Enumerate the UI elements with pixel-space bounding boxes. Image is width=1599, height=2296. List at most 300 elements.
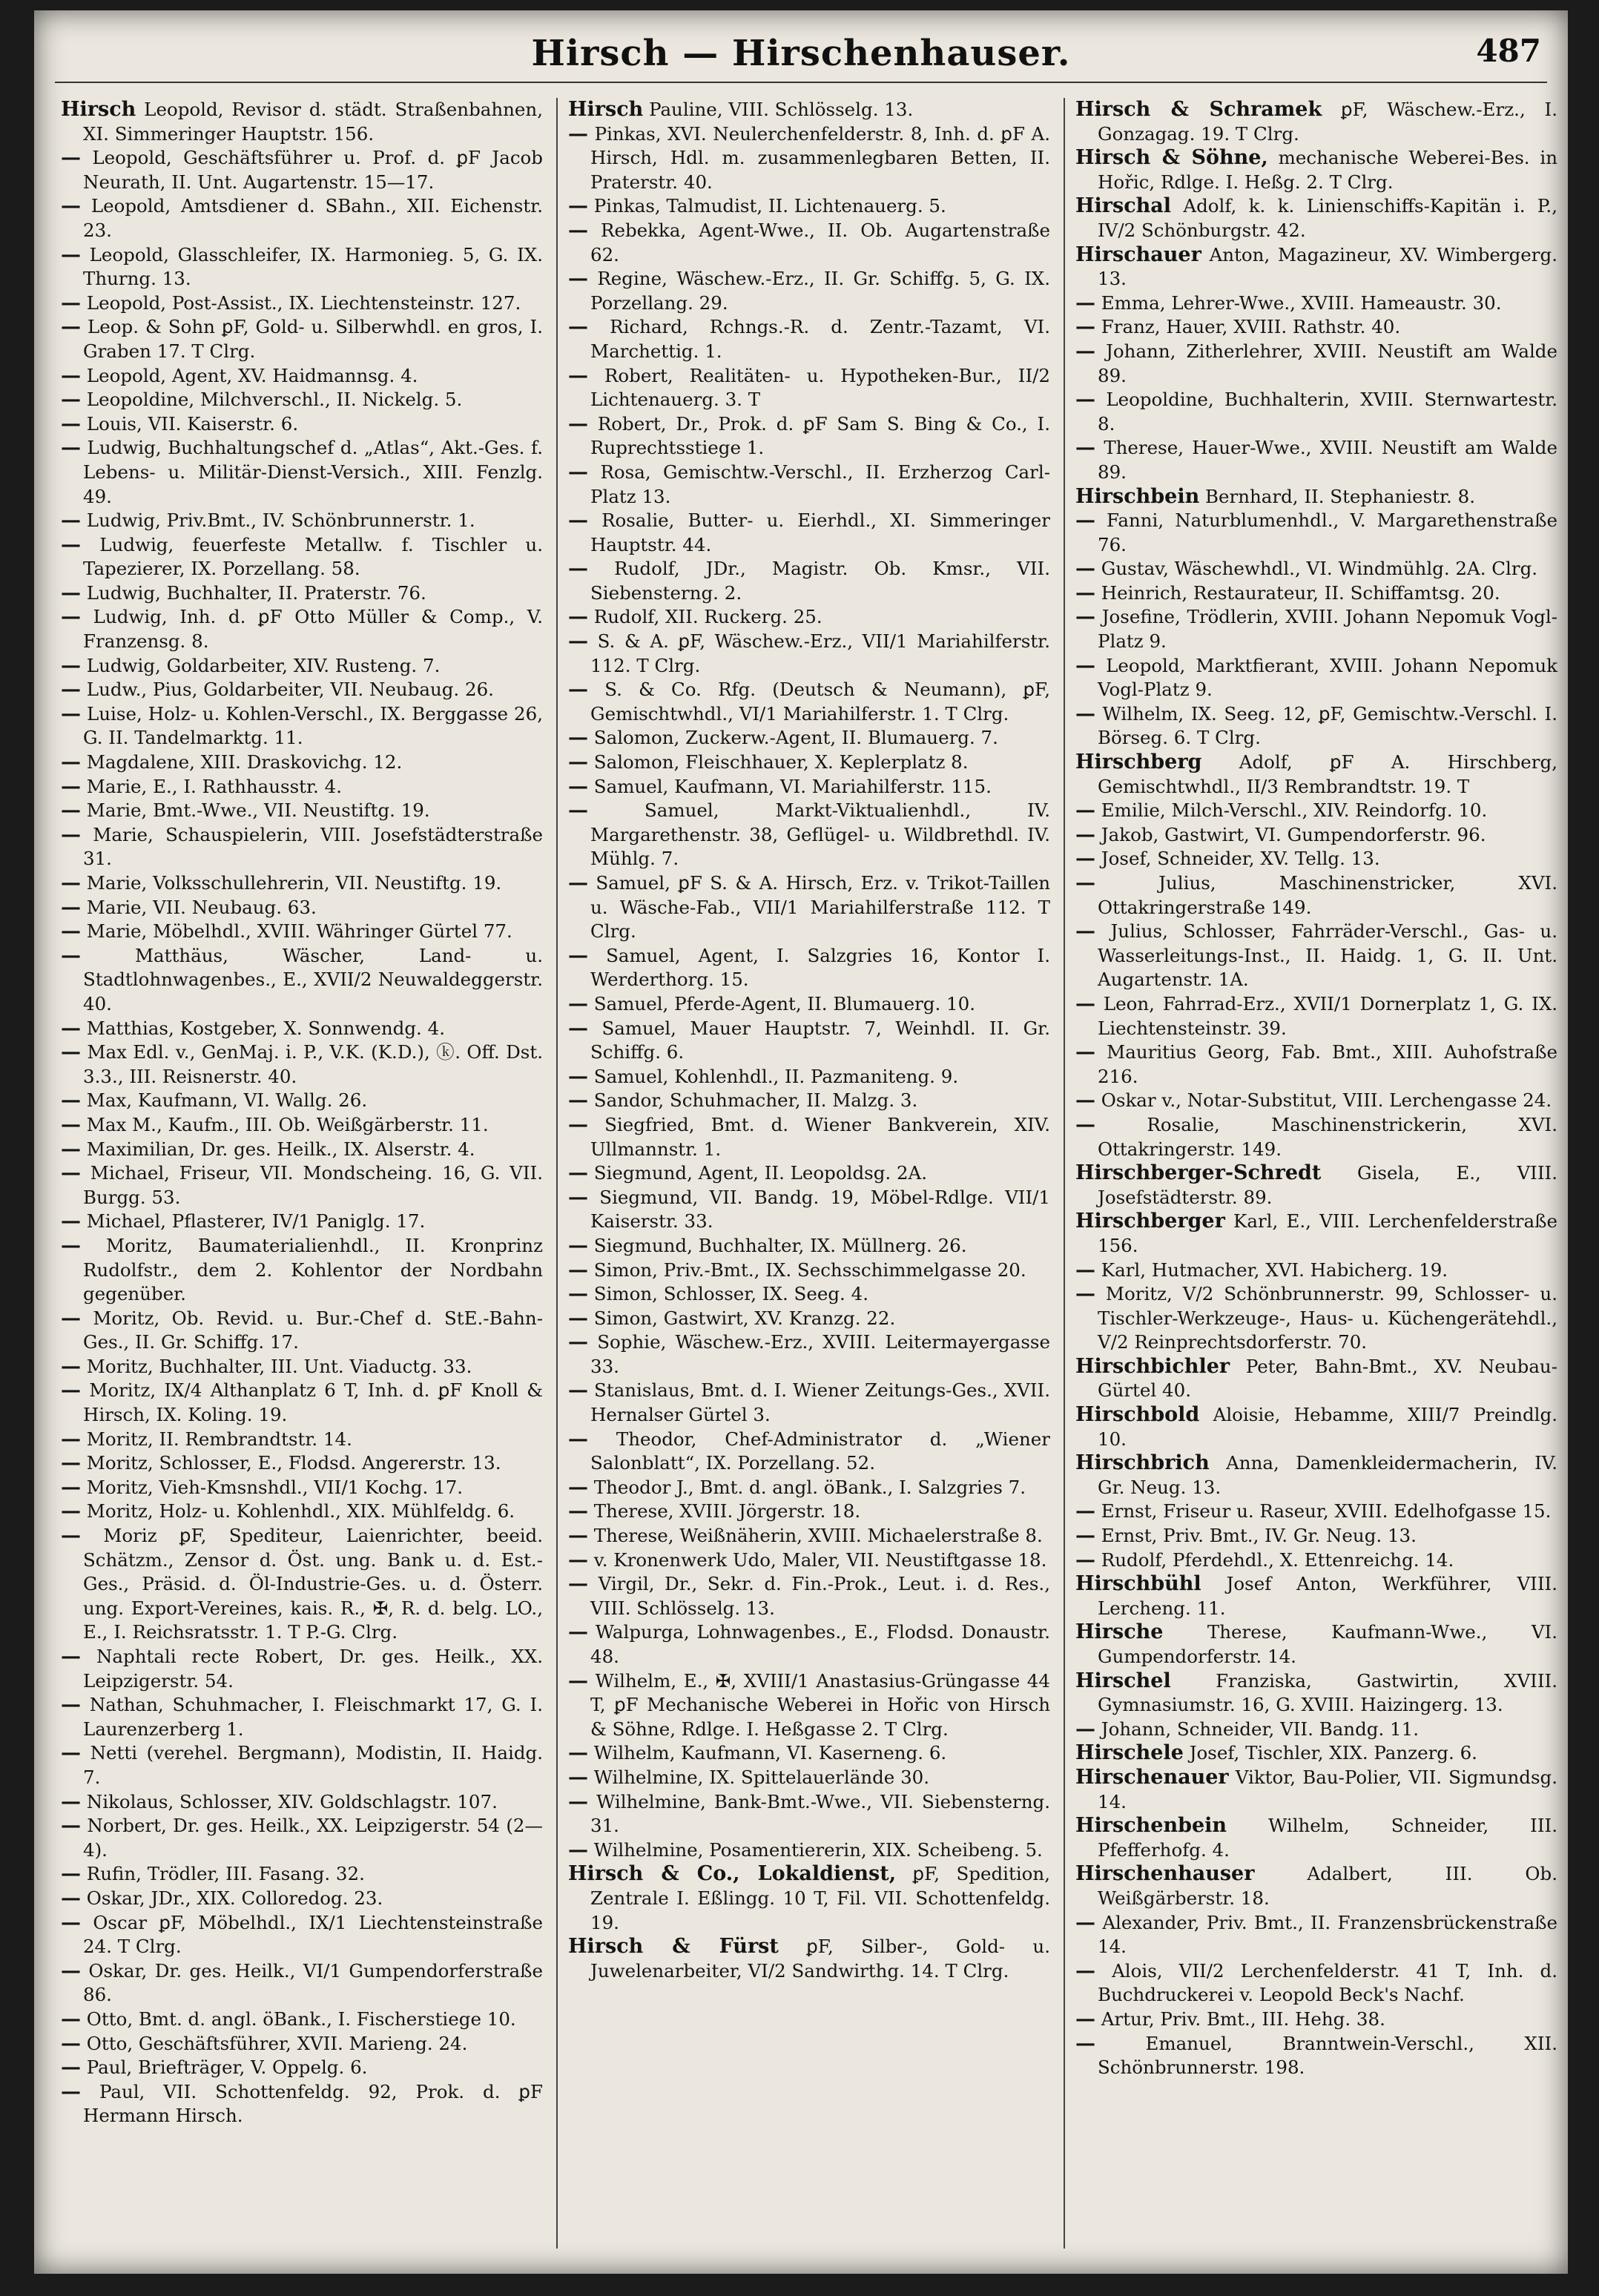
entry-dash: — — [1075, 605, 1095, 629]
entry-dash: — — [1075, 1282, 1095, 1306]
directory-entry — [61, 1645, 543, 1693]
entry-surname: Hirsche — [1075, 1620, 1164, 1644]
entry-details: Michael, Pflasterer, IV/1 Paniglg. 17. — [86, 1210, 426, 1233]
entry-details: Salomon, Fleischhauer, X. Keplerplatz 8. — [593, 751, 969, 773]
entry-details: Rufin, Trödler, III. Fasang. 32. — [86, 1863, 365, 1885]
directory-entry — [61, 605, 543, 653]
directory-entry — [568, 1766, 1050, 1790]
entry-surname: Hirschbühl — [1075, 1572, 1201, 1596]
entry-details: Adolf, k. k. Linienschiffs-Kapitän i. P., IV/2 Schönburgstr. 42. — [1098, 195, 1557, 241]
directory-entry — [1075, 751, 1557, 799]
entry-dash: — — [61, 388, 81, 412]
directory-entry — [1075, 98, 1557, 146]
entry-dash: — — [1075, 1910, 1095, 1934]
entry-dash: — — [568, 1838, 588, 1861]
directory-entry — [568, 557, 1050, 605]
entry-details: Jakob, Gastwirt, VI. Gumpendorferstr. 96. — [1101, 823, 1486, 845]
directory-entry — [61, 1911, 543, 1959]
entry-dash: — — [61, 895, 81, 919]
entry-dash: — — [61, 509, 81, 532]
entry-dash: — — [568, 943, 588, 967]
entry-details: Theodor, Chef-Administrator d. „Wiener Salonblatt“, IX. Porzellang. 52. — [590, 1428, 1050, 1474]
entry-dash: — — [568, 218, 588, 242]
entry-surname: Hirschberger — [1075, 1210, 1225, 1233]
directory-entry — [568, 1838, 1050, 1863]
entry-details: Wilhelm, Schneider, III. Pfefferhofg. 4. — [1098, 1815, 1558, 1861]
entry-details: Therese, XVIII. Jörgerstr. 18. — [593, 1500, 861, 1523]
entry-dash: — — [568, 1789, 588, 1813]
column-2 — [568, 98, 1050, 1983]
entry-details: Rosa, Gemischtw.-Verschl., II. Erzherzog Carl-Platz 13. — [590, 461, 1050, 507]
directory-entry — [568, 1330, 1050, 1379]
entry-surname: Hirschbold — [1075, 1403, 1200, 1427]
entry-details: Leopold, Glasschleifer, IX. Harmonieg. 5, G. IX. Thurng. 13. — [83, 243, 543, 290]
directory-entry — [61, 702, 543, 751]
directory-entry — [61, 2056, 543, 2080]
entry-details: Wilhelmine, Bank-Bmt.-Wwe., VII. Siebensterng. 31. — [590, 1790, 1050, 1837]
entry-details: Marie, E., I. Rathhausstr. 4. — [86, 775, 342, 797]
entry-dash: — — [568, 751, 588, 774]
entry-dash: — — [568, 315, 588, 339]
directory-entry — [61, 1500, 543, 1524]
directory-entry — [61, 2008, 543, 2032]
entry-details: Emma, Lehrer-Wwe., XVIII. Hameaustr. 30. — [1101, 291, 1502, 314]
entry-dash: — — [61, 1379, 81, 1402]
directory-entry — [61, 1790, 543, 1815]
entry-details: Rebekka, Agent-Wwe., II. Ob. Augartenstraße 62. — [590, 219, 1050, 265]
directory-entry — [568, 1572, 1050, 1620]
entry-details: Karl, Hutmacher, XVI. Habicherg. 19. — [1101, 1258, 1448, 1281]
directory-entry — [1075, 1814, 1557, 1862]
directory-entry — [61, 388, 543, 412]
directory-entry — [1075, 1524, 1557, 1548]
directory-entry — [61, 799, 543, 823]
entry-surname: Hirschauer — [1075, 243, 1201, 266]
entry-details: Johann, Zitherlehrer, XVIII. Neustift am Walde 89. — [1098, 340, 1557, 386]
directory-entry — [568, 98, 1050, 122]
entry-details: Johann, Schneider, VII. Bandg. 11. — [1101, 1718, 1419, 1740]
directory-entry — [61, 2032, 543, 2056]
directory-entry — [61, 581, 543, 606]
directory-entry — [1075, 1766, 1557, 1814]
entry-details: Siegfried, Bmt. d. Wiener Bankverein, XIV. Ullmannstr. 1. — [590, 1113, 1050, 1160]
entry-details: Wilhelm, IX. Seeg. 12, ꝑF, Gemischtw.-Verschl. I. Börseg. 6. T Clrg. — [1098, 702, 1557, 749]
directory-entry — [61, 412, 543, 437]
entry-details: Oskar v., Notar-Substitut, VIII. Lerchengasse 24. — [1101, 1089, 1552, 1112]
entry-dash: — — [61, 751, 81, 774]
directory-entry — [568, 267, 1050, 315]
entry-details: Marie, Volksschullehrerin, VII. Neustiftg. 19. — [86, 872, 502, 894]
entry-details: Moritz, Baumaterialienhdl., II. Kronprinz Rudolfstr., dem 2. Kohlentor der Nordbahn gegenüber. — [83, 1234, 543, 1305]
entry-dash: — — [61, 1112, 81, 1136]
entry-dash: — — [61, 581, 81, 604]
entry-dash: — — [568, 774, 588, 798]
entry-dash: — — [568, 1064, 588, 1088]
entry-details: Pinkas, XVI. Neulerchenfelderstr. 8, Inh. d. ꝑF A. Hirsch, Hdl. m. zusammenlegbaren Betten, II. Praterstr. 40. — [590, 122, 1051, 193]
directory-entry — [61, 920, 543, 944]
entry-details: ꝑF, Spedition, Zentrale I. Eßlingg. 10 T, Fil. VII. Schottenfeldg. 19. — [590, 1863, 1050, 1933]
entry-dash: — — [61, 1693, 81, 1717]
entry-details: Marie, Bmt.-Wwe., VII. Neustiftg. 19. — [86, 799, 430, 822]
entry-details: Ludwig, Inh. d. ꝑF Otto Müller & Comp., V. Franzensg. 8. — [83, 606, 543, 653]
entry-dash: — — [568, 1500, 588, 1523]
directory-entry — [61, 1476, 543, 1500]
entry-details: Heinrich, Restaurateur, II. Schiffamtsg. 20. — [1101, 581, 1500, 604]
entry-surname: Hirschbein — [1075, 484, 1200, 508]
entry-dash: — — [568, 1620, 588, 1644]
directory-entry — [1075, 1548, 1557, 1573]
entry-details: Anna, Damenkleidermacherin, IV. Gr. Neug. 13. — [1098, 1452, 1557, 1498]
directory-entry — [61, 751, 543, 775]
entry-dash: — — [1075, 702, 1095, 725]
directory-entry — [61, 509, 543, 533]
entry-dash: — — [1075, 1959, 1095, 1982]
entry-dash: — — [1075, 1717, 1095, 1741]
entry-details: Emilie, Milch-Verschl., XIV. Reindorfg. 10. — [1101, 799, 1488, 822]
page-header — [34, 33, 1568, 85]
directory-entry — [568, 461, 1050, 509]
entry-details: Leopold, Revisor d. städt. Straßenbahnen, XI. Simmeringer Hauptstr. 156. — [83, 99, 543, 145]
entry-details: Simon, Priv.-Bmt., IX. Sechsschimmelgasse 20. — [593, 1258, 1026, 1281]
directory-entry — [568, 1862, 1050, 1935]
entry-details: Franziska, Gastwirtin, XVIII. Gymnasiumstr. 16, G. XVIII. Haizingerg. 13. — [1098, 1669, 1557, 1716]
directory-entry — [61, 98, 543, 146]
entry-dash: — — [1075, 1112, 1095, 1136]
entry-details: Artur, Priv. Bmt., III. Hehg. 38. — [1101, 2008, 1385, 2030]
entry-details: Theodor J., Bmt. d. angl. öBank., I. Salzgries 7. — [593, 1476, 1026, 1498]
directory-entry — [61, 436, 543, 509]
directory-entry — [568, 315, 1050, 363]
entry-details: Leon, Fahrrad-Erz., XVII/1 Dornerplatz 1, G. IX. Liechtensteinstr. 39. — [1098, 992, 1557, 1039]
entry-dash: — — [61, 1910, 81, 1934]
entry-details: Moritz, V/2 Schönbrunnerstr. 99, Schlosser- u. Tischler-Werkzeuge-, Haus- u. Küchengerätehdl., V/2 Reinprechtsdorferstr. 70. — [1098, 1283, 1557, 1353]
entry-dash: — — [61, 291, 81, 314]
entry-dash: — — [61, 1451, 81, 1475]
directory-entry — [568, 1935, 1050, 1983]
directory-entry — [568, 678, 1050, 726]
directory-entry — [568, 1548, 1050, 1573]
directory-entry — [568, 1089, 1050, 1113]
entry-details: Otto, Bmt. d. angl. öBank., I. Fischerstiege 10. — [86, 2008, 516, 2030]
entry-details: Ludwig, feuerfeste Metallw. f. Tischler u. Tapezierer, IX. Porzellang. 58. — [83, 533, 543, 580]
directory-entry — [1075, 509, 1557, 557]
entry-dash: — — [61, 412, 81, 435]
entry-details: Moriz ꝑF, Spediteur, Laienrichter, beeid. Schätzm., Zensor d. Öst. ung. Bank u. d. Est.-Ges., Präsid. d. Öl-Industrie-Ges. u. d. Österr. ung. Export-Vereines, kais. R., ✠, R. d. belg. LO., E., I. Reichsratsstr. 1. T P.-G. Clrg. — [83, 1525, 544, 1643]
entry-dash: — — [568, 1765, 588, 1789]
directory-entry — [61, 1234, 543, 1307]
entry-dash: — — [568, 122, 588, 145]
directory-entry — [1075, 1355, 1557, 1403]
entry-dash: — — [61, 243, 81, 266]
entry-details: Wilhelmine, IX. Spittelauerlände 30. — [593, 1766, 930, 1788]
directory-entry — [1075, 340, 1557, 388]
entry-dash: — — [61, 194, 81, 218]
entry-dash: — — [1075, 315, 1095, 339]
entry-dash: — — [1075, 436, 1095, 460]
entry-details: Pauline, VIII. Schlösselg. 13. — [649, 99, 914, 120]
directory-entry — [568, 219, 1050, 267]
entry-details: Louis, VII. Kaiserstr. 6. — [86, 412, 299, 435]
entry-dash: — — [61, 1959, 81, 1982]
entry-details: Leopoldine, Milchverschl., II. Nickelg. 5. — [86, 389, 463, 411]
entry-dash: — — [61, 1741, 81, 1765]
entry-details: Samuel, Markt-Viktualienhdl., IV. Margarethenstr. 38, Geflügel- u. Wildbrethdl. IV. Mühlg. 7. — [590, 799, 1050, 870]
entry-dash: — — [61, 1645, 81, 1668]
directory-entry — [568, 1017, 1050, 1065]
directory-entry — [1075, 992, 1557, 1040]
entry-details: Rosalie, Maschinenstrickerin, XVI. Ottakringerstr. 149. — [1098, 1113, 1557, 1160]
entry-dash: — — [61, 1233, 81, 1257]
entry-details: Aloisie, Hebamme, XIII/7 Preindlg. 10. — [1098, 1404, 1557, 1450]
directory-entry — [568, 1790, 1050, 1838]
directory-entry — [1075, 847, 1557, 871]
directory-entry — [61, 1017, 543, 1041]
entry-details: Netti (verehel. Bergmann), Modistin, II. Haidg. 7. — [83, 1742, 543, 1788]
entry-dash: — — [1075, 822, 1095, 846]
directory-entry — [1075, 291, 1557, 316]
directory-entry — [568, 871, 1050, 944]
entry-details: Otto, Geschäftsführer, XVII. Marieng. 24. — [86, 2032, 468, 2054]
entry-surname: Hirschenbein — [1075, 1814, 1227, 1838]
directory-entry — [61, 1451, 543, 1476]
directory-page — [34, 10, 1568, 2274]
entry-dash: — — [61, 2007, 81, 2031]
directory-entry — [568, 1428, 1050, 1476]
entry-details: Samuel, Agent, I. Salzgries 16, Kontor I. Werderthorg. 15. — [590, 944, 1050, 991]
entry-dash: — — [61, 2079, 81, 2103]
page-number: 487 — [1476, 33, 1541, 69]
entry-dash: — — [1075, 388, 1095, 412]
entry-details: Anton, Magazineur, XV. Wimbergerg. 13. — [1098, 243, 1557, 290]
entry-details: Leopold, Post-Assist., IX. Liechtensteinstr. 127. — [86, 291, 521, 314]
directory-entry — [568, 1620, 1050, 1669]
directory-entry — [61, 1379, 543, 1427]
entry-surname: Hirschal — [1075, 194, 1172, 218]
entry-dash: — — [568, 1306, 588, 1330]
entry-dash: — — [568, 267, 588, 291]
entry-details: Alexander, Priv. Bmt., II. Franzensbrückenstraße 14. — [1098, 1911, 1558, 1958]
entry-dash: — — [1075, 1258, 1095, 1281]
entry-details: Naphtali recte Robert, Dr. ges. Heilk., XX. Leipzigerstr. 54. — [83, 1646, 543, 1692]
directory-entry — [568, 605, 1050, 630]
entry-details: Matthäus, Wäscher, Land- u. Stadtlohnwagenbes., E., XVII/2 Neuwaldeggerstr. 40. — [83, 944, 543, 1015]
entry-details: Rudolf, Pferdehdl., X. Ettenreichg. 14. — [1101, 1548, 1454, 1571]
entry-dash: — — [61, 146, 81, 170]
directory-entry — [568, 1524, 1050, 1548]
directory-entry — [61, 1210, 543, 1234]
directory-entry — [1075, 1959, 1557, 2008]
entry-dash: — — [1075, 847, 1095, 871]
entry-dash: — — [61, 1137, 81, 1161]
entry-surname: Hirschberger-Schredt — [1075, 1161, 1322, 1185]
directory-entry — [1075, 1572, 1557, 1620]
entry-dash: — — [568, 194, 588, 218]
directory-entry — [1075, 581, 1557, 606]
entry-details: Ernst, Priv. Bmt., IV. Gr. Neug. 13. — [1101, 1525, 1417, 1547]
directory-entry — [61, 291, 543, 316]
directory-entry — [568, 1258, 1050, 1283]
directory-entry — [568, 1669, 1050, 1742]
entry-details: Paul, Briefträger, V. Oppelg. 6. — [86, 2056, 368, 2079]
entry-details: Karl, E., VIII. Lerchenfelderstraße 156. — [1098, 1210, 1557, 1256]
entry-dash: — — [568, 460, 588, 484]
directory-entry — [61, 944, 543, 1017]
directory-entry — [61, 775, 543, 799]
entry-details: Julius, Maschinenstricker, XVI. Ottakringerstraße 149. — [1098, 872, 1557, 918]
entry-dash: — — [61, 799, 81, 822]
entry-dash: — — [568, 1548, 588, 1571]
entry-details: Moritz, IX/4 Althanplatz 6 T, Inh. d. ꝑF Knoll & Hirsch, IX. Koling. 19. — [83, 1379, 543, 1426]
entry-details: Max, Kaufmann, VI. Wallg. 26. — [86, 1089, 368, 1112]
entry-surname: Hirschele — [1075, 1741, 1184, 1765]
entry-details: Rudolf, XII. Ruckerg. 25. — [593, 606, 822, 628]
entry-dash: — — [568, 412, 588, 435]
directory-entry — [61, 823, 543, 871]
entry-details: Wilhelm, E., ✠, XVIII/1 Anastasius-Grüngasse 44 T, ꝑF Mechanische Weberei in Hořic von Hirsch & Söhne, Rdlge. I. Heßgasse 2. T Clrg. — [590, 1669, 1050, 1740]
entry-dash: — — [568, 1669, 588, 1692]
entry-details: Josef Anton, Werkführer, VIII. Lercheng. 11. — [1098, 1573, 1557, 1619]
directory-entry — [1075, 2032, 1557, 2080]
entry-details: Leopold, Agent, XV. Haidmannsg. 4. — [86, 364, 418, 386]
entry-dash: — — [61, 1524, 81, 1548]
directory-entry — [1075, 1113, 1557, 1161]
entry-details: Gisela, E., VIII. Josefstädterstr. 89. — [1098, 1162, 1557, 1208]
entry-dash: — — [61, 653, 81, 677]
entry-dash: — — [61, 2056, 81, 2079]
directory-entry — [568, 1282, 1050, 1307]
entry-dash: — — [61, 1306, 81, 1330]
entry-details: Matthias, Kostgeber, X. Sonnwendg. 4. — [86, 1017, 446, 1039]
directory-entry — [61, 364, 543, 389]
directory-entry — [568, 1379, 1050, 1427]
entry-details: Sandor, Schuhmacher, II. Malzg. 3. — [593, 1089, 918, 1112]
column-1 — [61, 98, 543, 2128]
entry-dash: — — [61, 1814, 81, 1838]
column-3 — [1075, 98, 1557, 2080]
entry-dash: — — [1075, 1089, 1095, 1112]
entry-dash: — — [1075, 291, 1095, 314]
entry-dash: — — [568, 1282, 588, 1306]
entry-dash: — — [61, 2031, 81, 2055]
column-divider — [1064, 98, 1065, 2249]
entry-dash: — — [1075, 1040, 1095, 1064]
entry-details: Siegmund, Buchhalter, IX. Müllnerg. 26. — [593, 1234, 967, 1256]
entry-details: ꝑF, Silber-, Gold- u. Juwelenarbeiter, VI/2 Sandwirthg. 14. T Clrg. — [590, 1936, 1050, 1982]
directory-entry — [61, 654, 543, 679]
directory-entry — [61, 1089, 543, 1113]
entry-dash: — — [61, 774, 81, 798]
entry-dash: — — [61, 1427, 81, 1451]
directory-entry — [568, 194, 1050, 219]
directory-entry — [1075, 1669, 1557, 1718]
directory-entry — [1075, 243, 1557, 291]
entry-details: Therese, Weißnäherin, XVIII. Michaelerstraße 8. — [593, 1525, 1043, 1547]
entry-dash: — — [1075, 557, 1095, 581]
directory-entry — [61, 1355, 543, 1379]
entry-dash: — — [568, 557, 588, 581]
directory-entry — [1075, 1911, 1557, 1959]
entry-details: Sophie, Wäschew.-Erz., XVIII. Leitermayergasse 33. — [590, 1331, 1050, 1377]
directory-entry — [61, 1959, 543, 2008]
directory-entry — [61, 1161, 543, 1210]
entry-surname: Hirschberg — [1075, 751, 1202, 774]
entry-dash: — — [61, 1886, 81, 1910]
entry-surname: Hirschel — [1075, 1669, 1171, 1692]
entry-details: ꝑF, Wäschew.-Erz., I. Gonzagag. 19. T Clrg. — [1098, 99, 1557, 145]
entry-details: Josef, Schneider, XV. Tellg. 13. — [1101, 848, 1380, 870]
directory-entry — [1075, 2008, 1557, 2032]
directory-entry — [568, 412, 1050, 461]
entry-dash: — — [1075, 581, 1095, 604]
entry-details: Oskar, Dr. ges. Heilk., VI/1 Gumpendorferstraße 86. — [83, 1959, 543, 2006]
entry-details: Siegmund, Agent, II. Leopoldsg. 2A. — [593, 1162, 928, 1184]
entry-details: Luise, Holz- u. Kohlen-Verschl., IX. Berggasse 26, G. II. Tandelmarktg. 11. — [83, 702, 543, 749]
entry-dash: — — [1075, 2031, 1095, 2055]
directory-entry — [1075, 1451, 1557, 1500]
entry-dash: — — [568, 1233, 588, 1257]
entry-details: Michael, Friseur, VII. Mondscheing. 16, G. VII. Burgg. 53. — [83, 1162, 543, 1208]
directory-entry — [568, 1186, 1050, 1234]
entry-dash: — — [1075, 920, 1095, 943]
directory-entry — [568, 1161, 1050, 1186]
entry-surname: Hirsch — [61, 98, 136, 121]
entry-details: Maximilian, Dr. ges. Heilk., IX. Alserstr. 4. — [86, 1138, 475, 1160]
entry-dash: — — [1075, 1548, 1095, 1571]
entry-details: Pinkas, Talmudist, II. Lichtenauerg. 5. — [593, 195, 946, 217]
entry-details: Simon, Schlosser, IX. Seeg. 4. — [593, 1283, 868, 1305]
directory-entry — [1075, 871, 1557, 920]
entry-dash: — — [61, 1210, 81, 1233]
directory-entry — [1075, 485, 1557, 509]
directory-entry — [61, 1428, 543, 1452]
entry-details: Alois, VII/2 Lerchenfelderstr. 41 T, Inh. d. Buchdruckerei v. Leopold Beck's Nachf. — [1098, 1959, 1557, 2006]
entry-details: Mauritius Georg, Fab. Bmt., XIII. Auhofstraße 216. — [1098, 1041, 1557, 1087]
entry-details: Moritz, Holz- u. Kohlenhdl., XIX. Mühlfeldg. 6. — [86, 1500, 515, 1523]
directory-entry — [1075, 1620, 1557, 1669]
entry-dash: — — [568, 1379, 588, 1402]
entry-dash: — — [568, 726, 588, 750]
entry-dash: — — [568, 1330, 588, 1354]
entry-details: Richard, Rchngs.-R. d. Zentr.-Tazamt, VI. Marchettig. 1. — [590, 316, 1050, 362]
directory-entry — [1075, 702, 1557, 751]
entry-details: Adolf, ꝑF A. Hirschberg, Gemischtwhdl., II/3 Rembrandtstr. 19. T — [1098, 751, 1557, 797]
entry-details: Walpurga, Lohnwagenbes., E., Flodsd. Donaustr. 48. — [590, 1621, 1051, 1667]
entry-details: Leopold, Amtsdiener d. SBahn., XII. Eichenstr. 23. — [83, 195, 543, 241]
entry-dash: — — [61, 605, 81, 629]
entry-details: S. & A. ꝑF, Wäschew.-Erz., VII/1 Mariahilferstr. 112. T Clrg. — [590, 630, 1050, 676]
entry-dash: — — [568, 1741, 588, 1765]
directory-entry — [61, 1887, 543, 1911]
entry-surname: Hirsch — [568, 98, 644, 121]
entry-details: Rudolf, JDr., Magistr. Ob. Kmsr., VII. Siebensterng. 2. — [590, 558, 1050, 604]
entry-details: Bernhard, II. Stephaniestr. 8. — [1205, 485, 1475, 507]
entry-details: Fanni, Naturblumenhdl., V. Margarethenstraße 76. — [1098, 509, 1557, 555]
entry-dash: — — [1075, 339, 1095, 363]
directory-entry — [568, 1500, 1050, 1524]
entry-details: Max Edl. v., GenMaj. i. P., V.K. (K.D.), ⓚ. Off. Dst. 3.3., III. Reisnerstr. 40. — [83, 1041, 544, 1087]
directory-entry — [1075, 1403, 1557, 1451]
entry-dash: — — [1075, 799, 1095, 822]
entry-dash: — — [61, 436, 81, 460]
directory-entry — [1075, 1862, 1557, 1910]
directory-entry — [1075, 1741, 1557, 1766]
entry-dash: — — [568, 1524, 588, 1548]
entry-dash: — — [61, 1354, 81, 1378]
entry-details: Marie, Schauspielerin, VIII. Josefstädterstraße 31. — [83, 823, 543, 870]
entry-details: Nikolaus, Schlosser, XIV. Goldschlagstr. 107. — [86, 1790, 498, 1812]
entry-details: Paul, VII. Schottenfeldg. 92, Prok. d. ꝑF Hermann Hirsch. — [83, 2080, 543, 2127]
entry-dash: — — [61, 532, 81, 556]
